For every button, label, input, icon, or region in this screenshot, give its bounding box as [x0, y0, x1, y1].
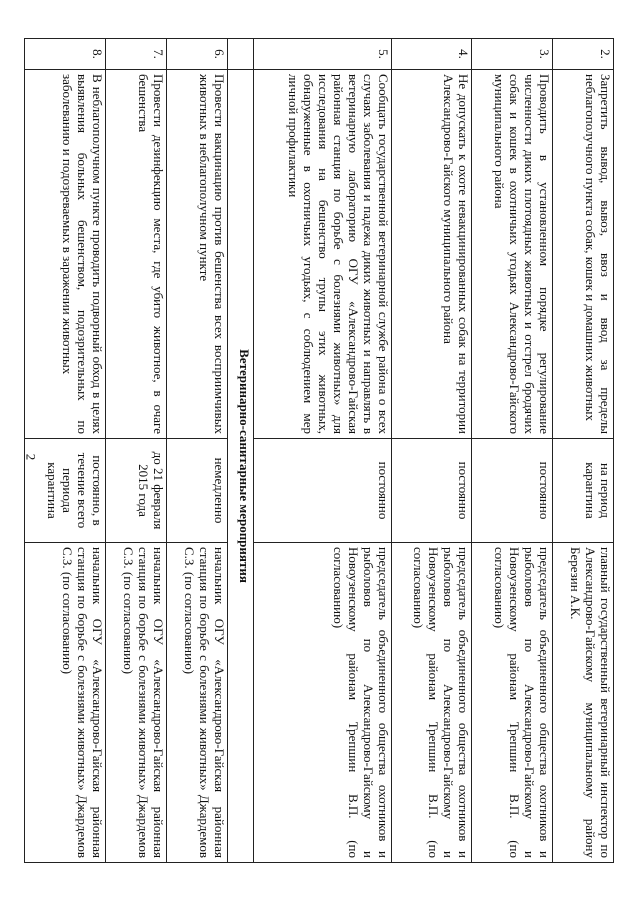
measure-text: Провести дезинфекцию места, где убито животное, в очаге бешенства: [105, 70, 166, 439]
responsible-text: начальник ОГУ «Александрово-Гайская районная станция по борьбе с болезнями животных» Джардемов С.З. (по согласованию): [25, 543, 106, 863]
responsible-text: главный государственный ветеринарный инспектор по Александрово-Гайскому муниципальному району Березин А.К.: [552, 543, 613, 863]
table-row: [391, 39, 471, 863]
row-number: 5.: [253, 39, 391, 70]
responsible-text: председатель объединенного общества охотников и рыболовов по Александрово-Гайскому и Новоузенскому районам Трепшин В.П. (по согласованию): [253, 543, 391, 863]
responsible-text: начальник ОГУ «Александрово-Гайская районная станция по борьбе с болезнями животных» Джардемов С.З. (по согласованию): [166, 543, 227, 863]
row-number: 3.: [472, 39, 552, 70]
row-number: 2.: [552, 39, 613, 70]
deadline-text: постоянно: [391, 439, 471, 543]
deadline-text: постоянно: [253, 439, 391, 543]
responsible-text: председатель объединенного общества охотников и рыболовов по Александрово-Гайскому и Новоузенскому районам Трепшин В.П. (по согласованию): [472, 543, 552, 863]
responsible-text: председатель объединенного общества охотников и рыболовов по Александрово-Гайскому и Новоузенскому районам Трепшин В.П. (по согласованию): [391, 543, 471, 863]
measures-table: [24, 38, 614, 863]
deadline-text: постоянно, в течение всего периода карантина: [25, 439, 106, 543]
section-title: Ветеринарно-санитарные мероприятия: [228, 70, 254, 863]
measure-text: Провести вакцинацию против бешенства всех восприимчивых животных в неблагополучном пункте: [166, 70, 227, 439]
measure-text: Проводить в установленном порядке регулирование численности диких плотоядных животных и отстрел бродячих собак и кошек в охотничьих угодьях Александрово-Гайского муниципального района: [472, 70, 552, 439]
measure-text: В неблагополучном пункте проводить подворный обход в целях выявления больных бешенством, подозрительных по заболеванию и подозреваемых в заражении животных: [25, 70, 106, 439]
table-row: [25, 39, 106, 863]
row-number: 4.: [391, 39, 471, 70]
measure-text: Сообщать государственной ветеринарной службе района о всех случаях заболевания и падежа диких животных и направлять в ветеринарную лабораторию ОГУ «Александрово-Гайская районная станция по борьбе с болезнями животных» для исследования на бешенство трупы этих животных, обнаруженные в охотничьих угодьях, с соблюдением мер личной профилактики: [253, 70, 391, 439]
section-header-row: [228, 39, 254, 863]
deadline-text: до 21 февраля 2015 года: [105, 439, 166, 543]
row-number: 7.: [105, 39, 166, 70]
deadline-text: на период карантина: [552, 439, 613, 543]
table-row: [253, 39, 391, 863]
deadline-text: немедленно: [166, 439, 227, 543]
table-row: [105, 39, 166, 863]
rotated-page-content: [24, 38, 614, 863]
measure-text: Не допускать к охоте невакцинированных собак на территории Александрово-Гайского муниципального района: [391, 70, 471, 439]
table-row: [166, 39, 227, 863]
row-number: 8.: [25, 39, 106, 70]
table-row: [472, 39, 552, 863]
row-number: 6.: [166, 39, 227, 70]
page-number: 2: [23, 453, 39, 461]
measure-text: Запретить вывод, вывоз, ввоз и ввод за пределы неблагополучного пункта собак, кошек и домашних животных: [552, 70, 613, 439]
deadline-text: постоянно: [472, 439, 552, 543]
table-row: [552, 39, 613, 863]
responsible-text: начальник ОГУ «Александрово-Гайская районная станция по борьбе с болезнями животных» Джардемов С.З. (по согласованию): [105, 543, 166, 863]
empty-cell: [228, 39, 254, 70]
